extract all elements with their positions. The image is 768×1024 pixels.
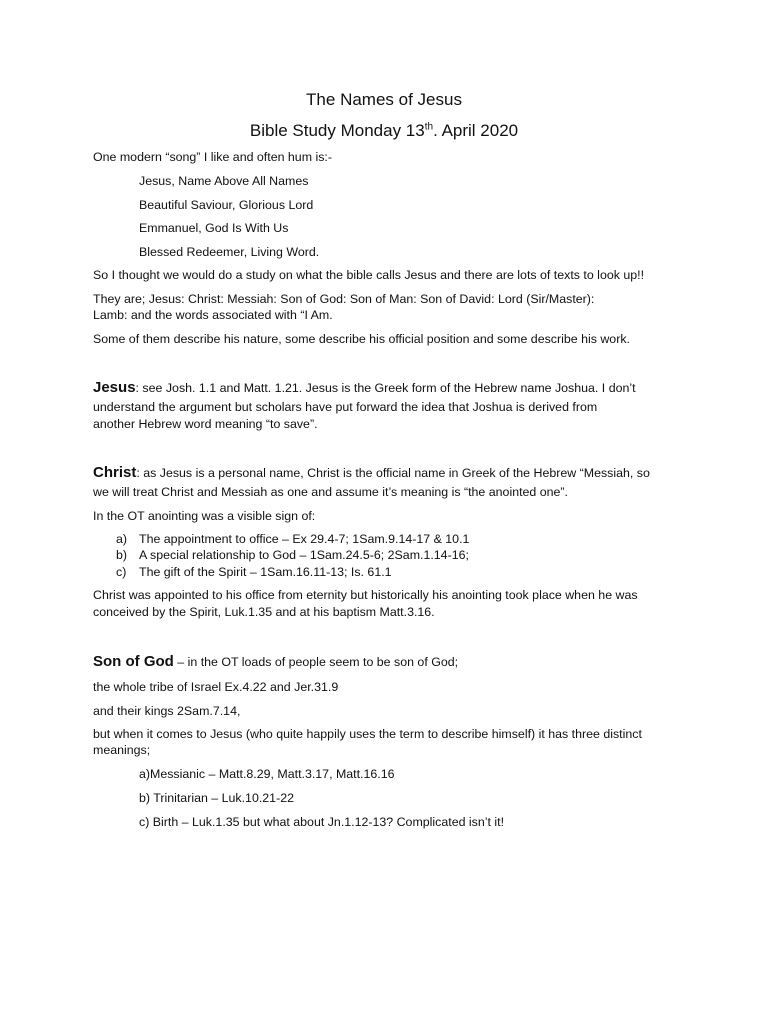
- meaning-item: a)Messianic – Matt.8.29, Matt.3.17, Matt.16.16: [139, 767, 395, 781]
- song-line: Beautiful Saviour, Glorious Lord: [139, 198, 314, 212]
- son-of-god-paragraph-line-1: [93, 653, 458, 671]
- ot-anointing-line: In the OT anointing was a visible sign of:: [93, 509, 316, 523]
- son-of-god-heading: Son of God: [93, 653, 174, 670]
- subtitle-prefix: Bible Study Monday 13: [249, 121, 425, 140]
- list-marker: b): [116, 548, 128, 562]
- son-of-god-text: – in the OT loads of people seem to be son of God;: [173, 655, 459, 669]
- document-title: The Names of Jesus: [306, 90, 462, 109]
- subtitle-suffix: . April 2020: [433, 121, 519, 140]
- son-of-god-line-3: and their kings 2Sam.7.14,: [93, 704, 241, 718]
- song-line: Blessed Redeemer, Living Word.: [139, 245, 320, 259]
- jesus-paragraph-line-2: understand the argument but scholars have put forward the idea that Joshua is derived from: [93, 400, 598, 414]
- christ-after-line-1: Christ was appointed to his office from eternity but historically his anointing took place when he was: [93, 588, 638, 602]
- son-of-god-line-5: meanings;: [93, 743, 151, 757]
- list-item: The appointment to office – Ex 29.4-7; 1Sam.9.14-17 & 10.1: [139, 532, 470, 546]
- jesus-heading: Jesus: [93, 379, 136, 396]
- list-item: The gift of the Spirit – 1Sam.16.11-13; Is. 61.1: [139, 565, 392, 579]
- jesus-paragraph-line-3: another Hebrew word meaning “to save”.: [93, 417, 318, 431]
- christ-text: : as Jesus is a personal name, Christ is the official name in Greek of the Hebrew “Messiah, so: [136, 466, 650, 480]
- document-subtitle: [0, 121, 768, 141]
- song-line: Jesus, Name Above All Names: [139, 174, 309, 188]
- christ-after-line-2: conceived by the Spirit, Luk.1.35 and at his baptism Matt.3.16.: [93, 605, 435, 619]
- study-line: So I thought we would do a study on what the bible calls Jesus and there are lots of texts to look up!!: [93, 268, 645, 282]
- list-marker: a): [116, 532, 128, 546]
- nature-line: Some of them describe his nature, some describe his official position and some describe his work.: [93, 332, 630, 346]
- meaning-item: c) Birth – Luk.1.35 but what about Jn.1.12-13? Complicated isn’t it!: [139, 815, 505, 829]
- list-item: A special relationship to God – 1Sam.24.5-6; 2Sam.1.14-16;: [139, 548, 469, 562]
- list-marker: c): [116, 565, 127, 579]
- jesus-text: : see Josh. 1.1 and Matt. 1.21. Jesus is the Greek form of the Hebrew name Joshua. I don’t: [135, 381, 636, 395]
- son-of-god-line-2: the whole tribe of Israel Ex.4.22 and Jer.31.9: [93, 680, 339, 694]
- jesus-paragraph-line-1: [93, 379, 636, 397]
- song-line: Emmanuel, God Is With Us: [139, 221, 289, 235]
- names-list-line-1: They are; Jesus: Christ: Messiah: Son of God: Son of Man: Son of David: Lord (Sir/Master):: [93, 292, 595, 306]
- christ-paragraph-line-1: [93, 464, 650, 482]
- son-of-god-line-4: but when it comes to Jesus (who quite happily uses the term to describe himself) it has three distinct: [93, 727, 642, 741]
- christ-heading: Christ: [93, 464, 137, 481]
- subtitle-superscript: th: [424, 121, 434, 133]
- names-list-line-2: Lamb: and the words associated with “I Am.: [93, 308, 333, 322]
- meaning-item: b) Trinitarian – Luk.10.21-22: [139, 791, 294, 805]
- christ-paragraph-line-2: we will treat Christ and Messiah as one and assume it’s meaning is “the anointed one”.: [93, 485, 568, 499]
- intro-line: One modern “song” I like and often hum is:-: [93, 150, 332, 164]
